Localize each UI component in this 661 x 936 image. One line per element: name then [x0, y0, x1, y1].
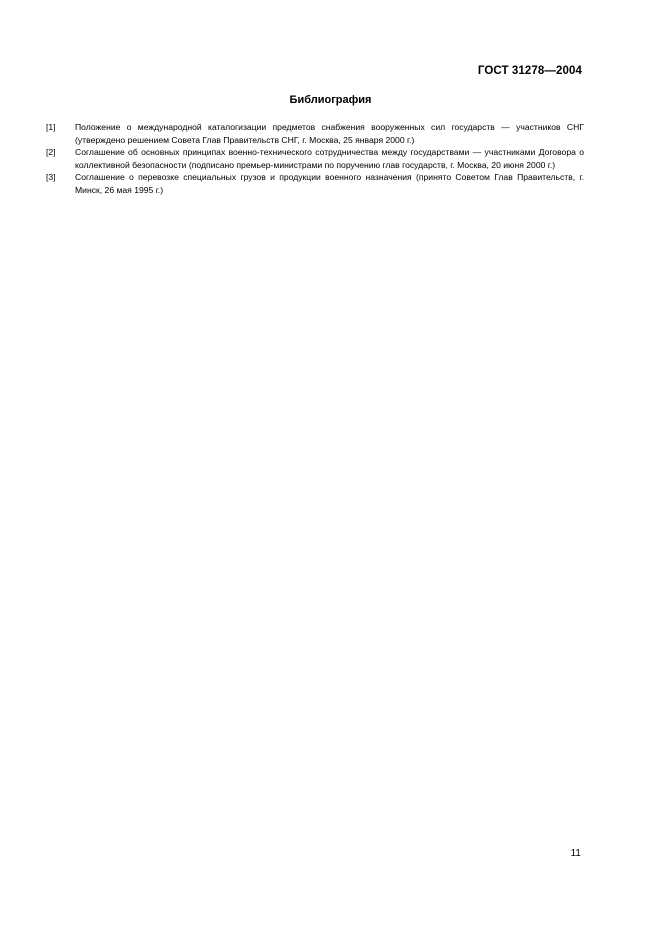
- bibliography-item-number: [1]: [46, 122, 56, 132]
- bibliography-title: Библиография: [289, 94, 372, 106]
- bibliography-item-number: [2]: [46, 147, 56, 157]
- bibliography-item-text: Соглашение о перевозке специальных грузов и продукции военного назначения (принято Советом Глав Правительств, г. Минск, 26 мая 1995 г.): [75, 172, 584, 195]
- bibliography-item-text: Соглашение об основных принципах военно-технического сотрудничества между государствами — участниками Договора о коллективной безопасности (подписано премьер-министрами по поручению глав государств, г. Москва, 20 июня 2000 г.): [75, 147, 584, 170]
- page-number: 11: [570, 848, 581, 859]
- bibliography-item-number: [3]: [46, 172, 56, 182]
- document-code: ГОСТ 31278—2004: [477, 65, 582, 77]
- bibliography-item: [46, 121, 584, 146]
- bibliography-list: [46, 121, 584, 196]
- bibliography-item: [46, 171, 584, 196]
- bibliography-item: [46, 146, 584, 171]
- bibliography-item-text: Положение о международной каталогизации предметов снабжения вооруженных сил государств — участников СНГ (утверждено решением Совета Глав Правительств СНГ, г. Москва, 25 января 2000 г.): [75, 122, 584, 145]
